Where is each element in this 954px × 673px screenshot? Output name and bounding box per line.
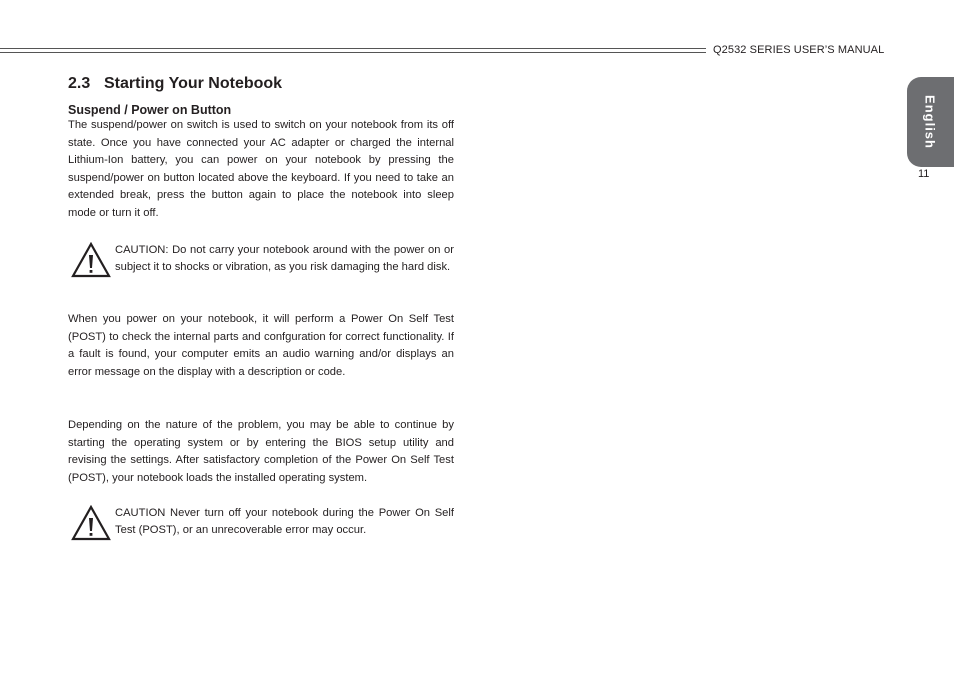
manual-title: Q2532 SERIES USER’S MANUAL [713, 44, 885, 56]
section-number: 2.3 [68, 75, 91, 92]
section-title [68, 75, 282, 93]
header-rule [0, 48, 706, 53]
paragraph-problem: Depending on the nature of the problem, you may be able to continue by starting the operating system or by entering the BIOS setup utility and revising the settings. After satisfactory completion of the Power On Self Test (POST), your notebook loads the installed operating system. [68, 419, 454, 484]
warning-triangle-icon [71, 242, 111, 278]
caution-text: CAUTION: Do not carry your notebook around with the power on or subject it to shocks or vibration, as you risk damaging the hard disk. [115, 244, 454, 273]
paragraph-post: When you power on your notebook, it will perform a Power On Self Test (POST) to check the internal parts and confguration for correct functionality. If a fault is found, your computer emits an audio warning and/or displays an error message on the display with a description or code. [68, 313, 454, 378]
section-title-text: Starting Your Notebook [104, 75, 283, 92]
page-number: 11 [918, 168, 930, 180]
caution-text: CAUTION Never turn off your notebook during the Power On Self Test (POST), or an unrecoverable error may occur. [115, 507, 454, 536]
language-tab [907, 77, 954, 167]
language-tab-label: English [922, 95, 938, 149]
paragraph-power-button: The suspend/power on switch is used to switch on your notebook from its off state. Once you have connected your AC adapter or charged the internal Lithium-Ion battery, you can power on your notebook by pressing the suspend/power on button located above the keyboard. If you need to take an extended break, press the button again to place the notebook into sleep mode or turn it off. [68, 119, 454, 219]
warning-triangle-icon [71, 505, 111, 541]
subheading: Suspend / Power on Button [68, 103, 232, 117]
